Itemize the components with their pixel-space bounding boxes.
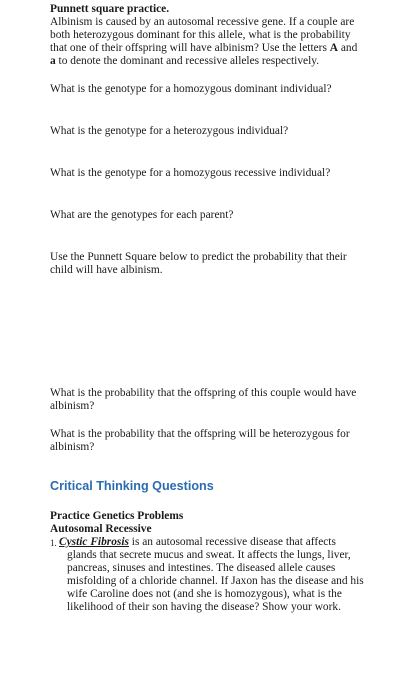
practice-subheading: Practice Genetics Problems: [50, 510, 184, 522]
worksheet-title: Punnett square practice.: [50, 3, 170, 15]
question-albinism-line-2: albinism?: [50, 400, 95, 412]
intro-line-4: [50, 55, 375, 68]
question-homozygous-recessive: What is the genotype for a homozygous recessive individual?: [50, 167, 331, 179]
critical-thinking-heading: Critical Thinking Questions: [50, 479, 214, 493]
disease-name: Cystic Fibrosis: [59, 536, 129, 548]
question-heterozygous: What is the genotype for a heterozygous individual?: [50, 125, 289, 137]
problem-line-6: likelihood of their son having the disease? Show your work.: [67, 601, 341, 613]
recessive-letter: a: [50, 55, 56, 67]
practice-problems-section: [50, 510, 375, 536]
autosomal-recessive-subheading: Autosomal Recessive: [50, 523, 152, 535]
intro-section: [50, 3, 375, 68]
problem-body: [50, 536, 375, 614]
intro-line-3-end: and: [337, 42, 358, 54]
question-heterozygous-line-2: albinism?: [50, 441, 95, 453]
dominant-letter: A: [329, 42, 338, 54]
question-homozygous-dominant: What is the genotype for a homozygous dominant individual?: [50, 83, 332, 95]
problem-line-1: [59, 536, 375, 549]
question-punnett-square: [50, 251, 380, 277]
question-albinism-probability: [50, 387, 380, 413]
problem-line-2: glands that secrete mucus and sweat. It affects the lungs, liver,: [67, 549, 351, 561]
question-heterozygous-probability: [50, 428, 380, 454]
intro-line-4-text: to denote the dominant and recessive alleles respectively.: [55, 55, 320, 67]
problem-number: 1.: [50, 538, 57, 548]
intro-line-3: [50, 42, 375, 55]
question-punnett-line-1: Use the Punnett Square below to predict the probability that their: [50, 251, 347, 263]
intro-line-1: Albinism is caused by an autosomal recessive gene. If a couple are: [50, 16, 355, 28]
problem-line-1-text: is an autosomal recessive disease that affects: [128, 536, 336, 548]
question-punnett-line-2: child will have albinism.: [50, 264, 163, 276]
question-heterozygous-line-1: What is the probability that the offspring will be heterozygous for: [50, 428, 350, 440]
problem-line-3: pancreas, sinuses and intestines. The diseased allele causes: [67, 562, 336, 574]
intro-line-3-text: that one of their offspring will have albinism? Use the letters: [50, 42, 330, 54]
question-parent-genotypes: What are the genotypes for each parent?: [50, 209, 234, 221]
problem-item-1: [50, 536, 375, 614]
question-albinism-line-1: What is the probability that the offspring of this couple would have: [50, 387, 357, 399]
problem-line-4: misfolding of a chloride channel. If Jaxon has the disease and his: [67, 575, 364, 587]
intro-line-2: both heterozygous dominant for this allele, what is the probability: [50, 29, 351, 41]
problem-line-5: wife Caroline does not (and she is homozygous), what is the: [67, 588, 342, 600]
